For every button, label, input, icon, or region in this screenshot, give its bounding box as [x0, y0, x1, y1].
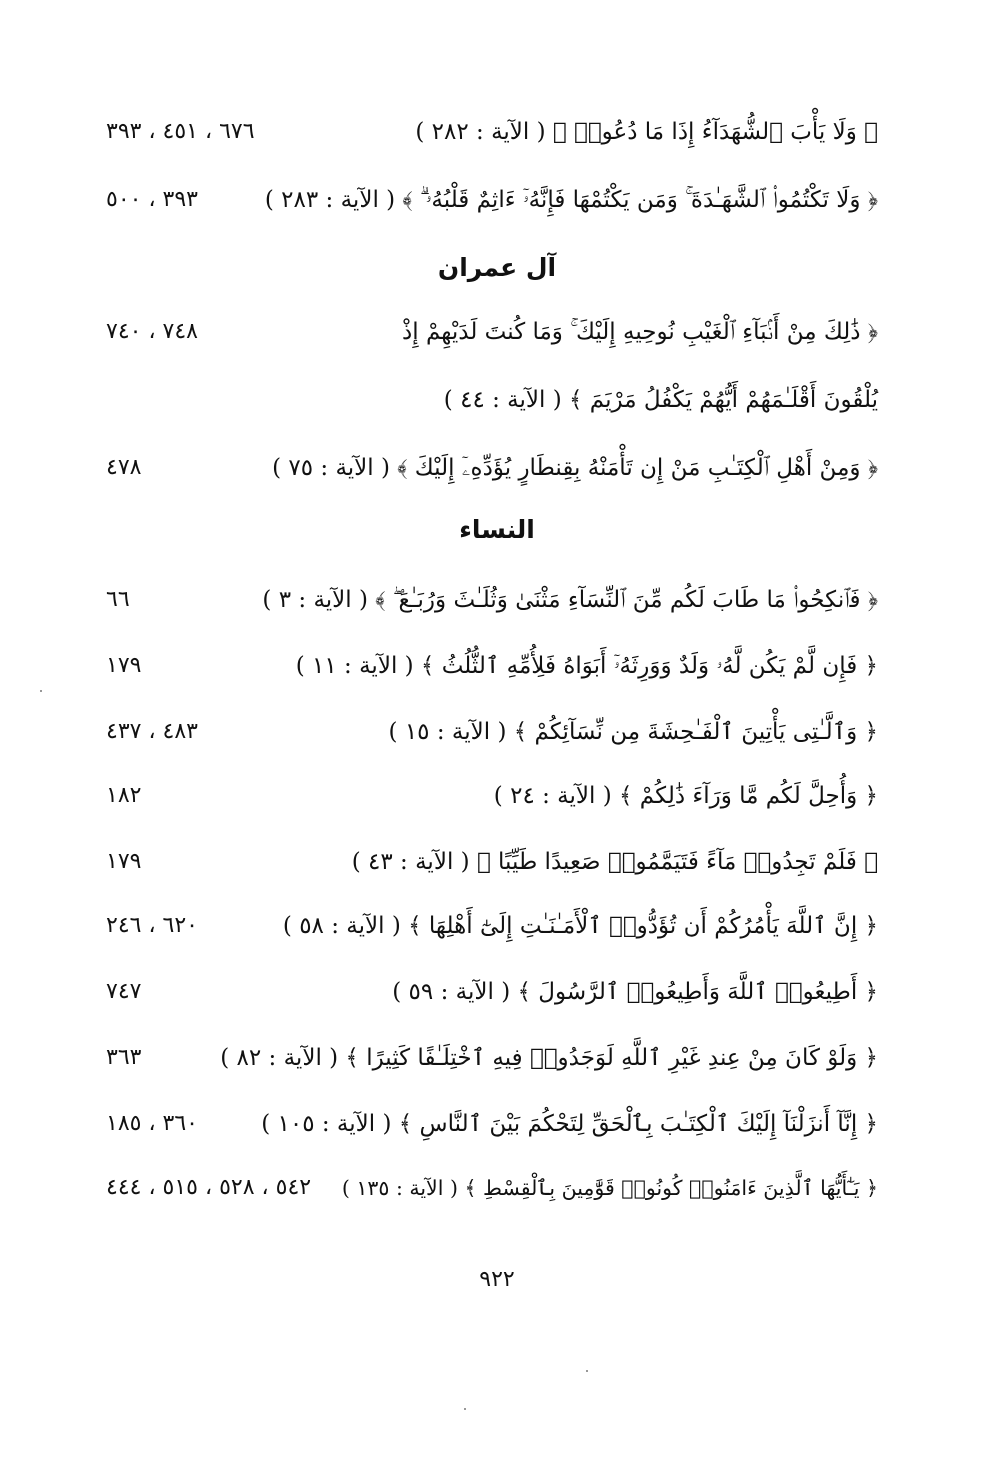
verse-text: ﴿ إِنَّآ أَنزَلْنَآ إِلَيْكَ ٱلْكِتَـٰبَ بِٱلْحَقِّ لِتَحْكُمَ بَيْنَ ٱلنَّاسِ ﴾ ( الآية : ١٠٥ ) — [261, 1111, 878, 1137]
page-references: ٣٦٠ ، ١٨٥ — [106, 1111, 198, 1136]
page-references: ٦٦ — [106, 587, 130, 612]
page-references: ٣٩٣ ، ٥٠٠ — [106, 187, 198, 212]
page-references: ١٧٩ — [106, 653, 142, 678]
verse-entry-continuation — [100, 378, 878, 422]
verse-entry — [100, 904, 878, 948]
verse-entry — [100, 1166, 878, 1210]
page-references: ٦٢٠ ، ٢٤٦ — [106, 913, 198, 938]
verse-entry — [100, 774, 878, 818]
surah-heading-an-nisa: النساء — [459, 515, 535, 544]
verse-entry — [100, 110, 878, 154]
page-references: ١٨٢ — [106, 783, 142, 808]
page-references: ٣٦٣ — [106, 1045, 142, 1070]
verse-text: يُلْقُونَ أَقْلَـٰمَهُمْ أَيُّهُمْ يَكْفُلُ مَرْيَمَ ﴾ ( الآية : ٤٤ ) — [443, 387, 878, 413]
surah-heading-al-imran: آل عمران — [437, 253, 557, 282]
verse-entry — [100, 578, 878, 622]
verse-text: ﴿ فَإِن لَّمْ يَكُن لَّهُۥ وَلَدٌ وَوَرِثَهُۥٓ أَبَوَاهُ فَلِأُمِّهِ ٱلثُّلُثُ ﴾ ( الآية : ١١ ) — [295, 653, 878, 679]
verse-entry — [100, 1036, 878, 1080]
page-number: ٩٢٢ — [479, 1267, 515, 1292]
scan-speck — [464, 1408, 466, 1410]
verse-text: ﴿ ذَٰلِكَ مِنْ أَنۢبَآءِ ٱلْغَيْبِ نُوحِيهِ إِلَيْكَ ۚ وَمَا كُنتَ لَدَيْهِمْ إِذْ — [402, 319, 878, 345]
page-references: ٦٧٦ ، ٤٥١ ، ٣٩٣ — [106, 119, 255, 144]
verse-text: ﴿ أَطِيعُوا۟ ٱللَّهَ وَأَطِيعُوا۟ ٱلرَّسُولَ ﴾ ( الآية : ٥٩ ) — [392, 979, 878, 1005]
verse-entry — [100, 710, 878, 754]
verse-text: ﴿ وَٱلَّـٰتِى يَأْتِينَ ٱلْفَـٰحِشَةَ مِن نِّسَآئِكُمْ ﴾ ( الآية : ١٥ ) — [388, 719, 878, 745]
verse-entry — [100, 644, 878, 688]
verse-text: ﴿ فَٱنكِحُوا۟ مَا طَابَ لَكُم مِّنَ ٱلنِّسَآءِ مَثْنَىٰ وَثُلَـٰثَ وَرُبَـٰعَ ۖ ﴾ ( الآية : ٣ ) — [262, 587, 878, 613]
verse-entry — [100, 1102, 878, 1146]
verse-entry — [100, 178, 878, 222]
verse-text: ﴿ وَأُحِلَّ لَكُم مَّا وَرَآءَ ذَٰلِكُمْ ﴾ ( الآية : ٢٤ ) — [493, 783, 878, 809]
scan-speck — [586, 1370, 588, 1372]
page-references: ٥٤٢ ، ٥٢٨ ، ٥١٥ ، ٤٤٤ — [106, 1175, 312, 1200]
verse-entry — [100, 310, 878, 354]
verse-text: ﴿ وَلَا تَكْتُمُوا۟ ٱلشَّهَـٰدَةَ ۚ وَمَن يَكْتُمْهَا فَإِنَّهُۥٓ ءَاثِمٌ قَلْبُهُۥ ۗ ﴾ ( الآية : ٢٨٣ ) — [264, 187, 878, 213]
verse-entry — [100, 970, 878, 1014]
page-references: ٤٧٨ — [106, 455, 142, 480]
verse-text: ﴿ يَـٰٓأَيُّهَا ٱلَّذِينَ ءَامَنُوا۟ كُونُوا۟ قَوَّٰمِينَ بِٱلْقِسْطِ ﴾ ( الآية : ١٣٥ ) — [341, 1176, 878, 1200]
page-references: ٧٤٧ — [106, 979, 142, 1004]
page-references: ٤٨٣ ، ٤٣٧ — [106, 719, 198, 744]
verse-entry — [100, 840, 878, 884]
page-references: ٧٤٨ ، ٧٤٠ — [106, 319, 198, 344]
scan-speck — [40, 690, 42, 692]
verse-entry — [100, 446, 878, 490]
verse-text: ﴿ وَلَوْ كَانَ مِنْ عِندِ غَيْرِ ٱللَّهِ لَوَجَدُوا۟ فِيهِ ٱخْتِلَـٰفًا كَثِيرًا ﴾ ( الآية : ٨٢ ) — [220, 1045, 878, 1071]
verse-text: ﴿ وَلَا يَأْبَ ٱلشُّهَدَآءُ إِذَا مَا دُعُوا۟ ﴾ ( الآية : ٢٨٢ ) — [415, 119, 878, 145]
verse-text: ﴿ إِنَّ ٱللَّهَ يَأْمُرُكُمْ أَن تُؤَدُّوا۟ ٱلْأَمَـٰنَـٰتِ إِلَىٰٓ أَهْلِهَا ﴾ ( الآية : ٥٨ ) — [282, 913, 878, 939]
verse-text: ﴿ وَمِنْ أَهْلِ ٱلْكِتَـٰبِ مَنْ إِن تَأْمَنْهُ بِقِنطَارٍ يُؤَدِّهِۦٓ إِلَيْكَ ﴾ ( الآية : ٧٥ ) — [272, 455, 878, 481]
verse-text: ﴿ فَلَمْ تَجِدُوا۟ مَآءً فَتَيَمَّمُوا۟ صَعِيدًا طَيِّبًا ﴾ ( الآية : ٤٣ ) — [351, 849, 878, 875]
page-references: ١٧٩ — [106, 849, 142, 874]
